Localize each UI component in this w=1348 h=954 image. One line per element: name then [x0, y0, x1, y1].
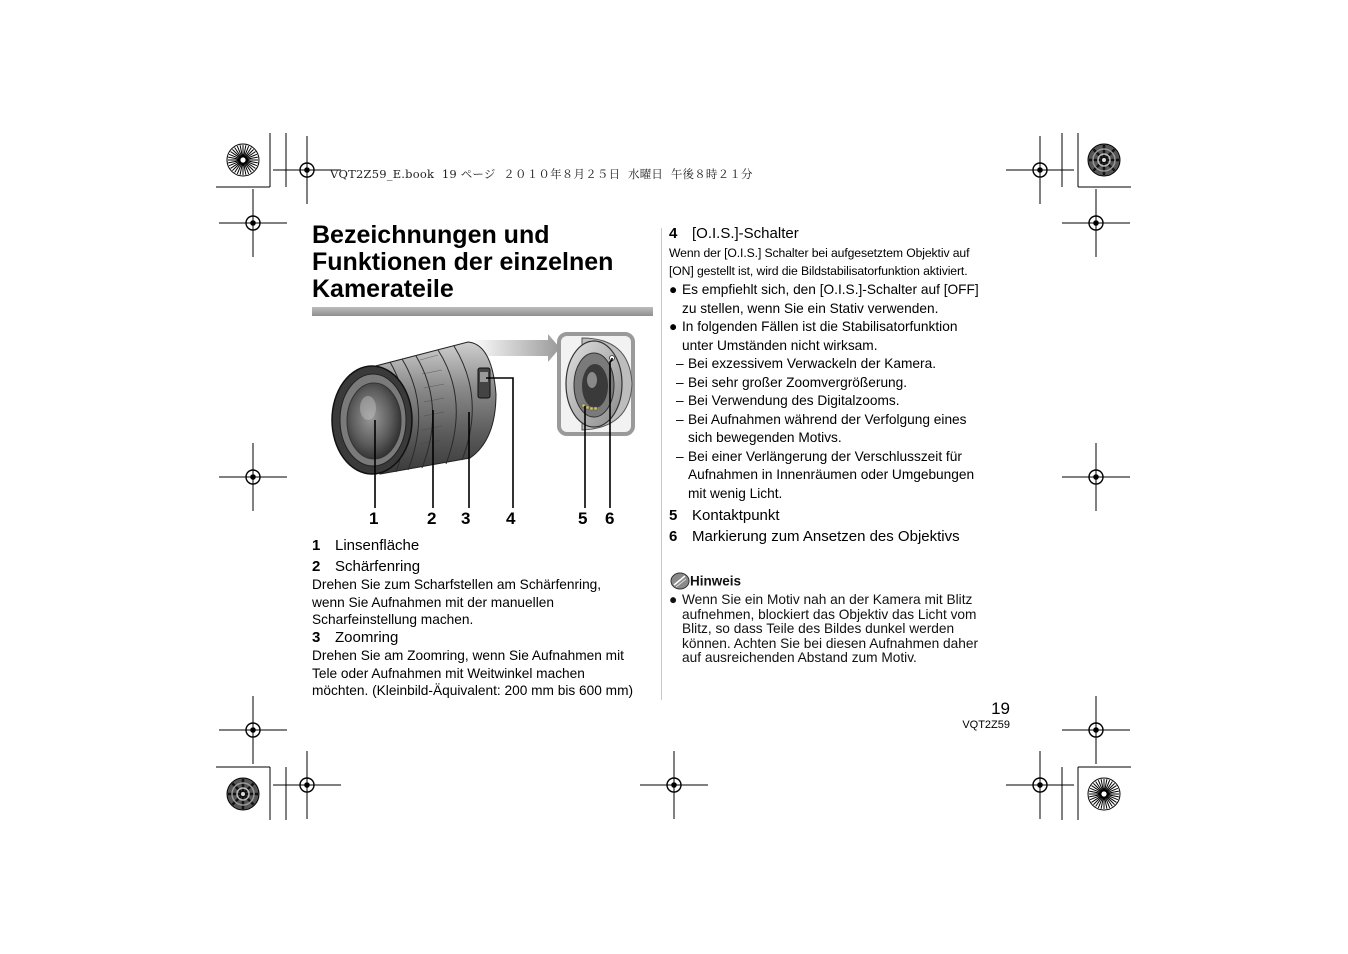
note-body: [669, 593, 1027, 666]
dash-marker: –: [676, 411, 684, 427]
callout-2: 2: [427, 509, 437, 528]
item-2-desc-line: Drehen Sie zum Scharfstellen am Schärfenring,: [312, 577, 602, 592]
item-3-desc-line: möchten. (Kleinbild-Äquivalent: 200 mm bis 600 mm): [312, 683, 634, 698]
item-2-description: [312, 576, 601, 629]
dash-item: [669, 355, 1014, 374]
page-title: [312, 222, 652, 303]
item-3-desc-line: Drehen Sie am Zoomring, wenn Sie Aufnahmen mit: [312, 648, 624, 663]
ois-bullet-list: [669, 281, 1014, 503]
item-3-number: 3: [312, 629, 321, 646]
lens-illustration: [320, 328, 640, 512]
note-heading: [670, 572, 741, 590]
note-bullet-marker: ●: [669, 592, 678, 607]
item-2-desc-line: Scharfeinstellung machen.: [312, 612, 474, 627]
note-icon: [670, 572, 690, 590]
dash-line: Bei sehr großer Zoomvergrößerung.: [688, 374, 908, 390]
bullet-line: unter Umständen nicht wirksam.: [682, 337, 878, 353]
item-5-heading: [669, 507, 780, 524]
dash-marker: –: [676, 393, 684, 408]
item-3-label: Zoomring: [335, 629, 399, 646]
item-1-number: 1: [312, 537, 321, 554]
dash-line: Bei Aufnahmen während der Verfolgung eines: [688, 411, 967, 427]
dash-item: [669, 392, 1014, 411]
note-title: Hinweis: [690, 573, 742, 589]
item-6-number: 6: [669, 528, 678, 545]
bullet-marker: ●: [669, 282, 678, 297]
dash-line: Bei exzessivem Verwackeln der Kamera.: [688, 356, 936, 371]
dash-line: Aufnahmen in Innenräumen oder Umgebungen: [688, 467, 975, 482]
item-2-desc-line: wenn Sie Aufnahmen mit der manuellen: [312, 594, 554, 610]
file-info-header: VQT2Z59_E.book 19 ページ ２０１０年８月２５日 水曜日 午後８時２１分: [330, 167, 753, 181]
dash-item: [669, 448, 1014, 504]
note-line: Blitz, so dass Teile des Bildes dunkel werden: [682, 621, 955, 636]
item-4-description: [669, 245, 969, 280]
dash-line: sich bewegenden Motivs.: [688, 430, 842, 445]
item-3-description: [312, 647, 633, 700]
item-4-desc-line: Wenn der [O.I.S.] Schalter bei aufgesetztem Objektiv auf: [669, 246, 970, 260]
callout-5: 5: [578, 509, 588, 528]
dash-marker: –: [676, 356, 684, 371]
item-4-heading: [669, 225, 799, 242]
bullet-item: [669, 281, 1014, 318]
dash-marker: –: [676, 374, 684, 390]
note-line: aufnehmen, blockiert das Objektiv das Licht vom: [682, 606, 977, 622]
item-1-heading: [312, 537, 419, 554]
callout-1: 1: [369, 509, 379, 528]
item-2-heading: [312, 558, 420, 575]
item-3-heading: [312, 629, 398, 646]
title-line-3: Kamerateile: [312, 275, 454, 303]
bullet-marker: ●: [669, 319, 678, 334]
note-line: können. Achten Sie bei diesen Aufnahmen daher: [682, 635, 979, 651]
item-4-desc-line: [ON] gestellt ist, wird die Bildstabilisatorfunktion aktiviert.: [669, 263, 968, 278]
item-3-desc-line: Tele oder Aufnahmen mit Weitwinkel machen: [312, 665, 585, 681]
dash-item: [669, 411, 1014, 448]
column-divider: [661, 228, 662, 700]
dash-line: mit wenig Licht.: [688, 485, 783, 501]
callout-4: 4: [506, 509, 516, 528]
bullet-line: zu stellen, wenn Sie ein Stativ verwenden.: [682, 300, 939, 316]
dash-line: Bei einer Verlängerung der Verschlusszeit für: [688, 448, 962, 464]
item-5-label: Kontaktpunkt: [692, 507, 780, 524]
callout-3: 3: [461, 509, 471, 528]
document-code: VQT2Z59: [962, 719, 1010, 731]
title-line-2: Funktionen der einzelnen: [312, 248, 614, 276]
item-4-label: [O.I.S.]-Schalter: [692, 225, 799, 242]
title-underline-bar: [312, 307, 653, 316]
item-2-number: 2: [312, 558, 321, 575]
item-1-label: Linsenfläche: [335, 537, 420, 554]
item-5-number: 5: [669, 507, 678, 524]
item-4-number: 4: [669, 225, 678, 242]
title-line-1: Bezeichnungen und: [312, 221, 550, 249]
item-6-heading: [669, 528, 960, 545]
callout-6: 6: [605, 509, 615, 528]
dash-line: Bei Verwendung des Digitalzooms.: [688, 393, 900, 408]
page-number: 19: [991, 699, 1010, 718]
bullet-item: [669, 318, 1014, 355]
note-line: Wenn Sie ein Motiv nah an der Kamera mit Blitz: [682, 592, 973, 607]
dash-item: [669, 374, 1014, 393]
note-line: auf ausreichenden Abstand zum Motiv.: [682, 650, 917, 665]
bullet-line: Es empfiehlt sich, den [O.I.S.]-Schalter auf [OFF]: [682, 282, 979, 297]
item-6-label: Markierung zum Ansetzen des Objektivs: [692, 528, 960, 545]
item-2-label: Schärfenring: [335, 558, 421, 575]
bullet-line: In folgenden Fällen ist die Stabilisatorfunktion: [682, 319, 958, 334]
dash-marker: –: [676, 448, 684, 464]
